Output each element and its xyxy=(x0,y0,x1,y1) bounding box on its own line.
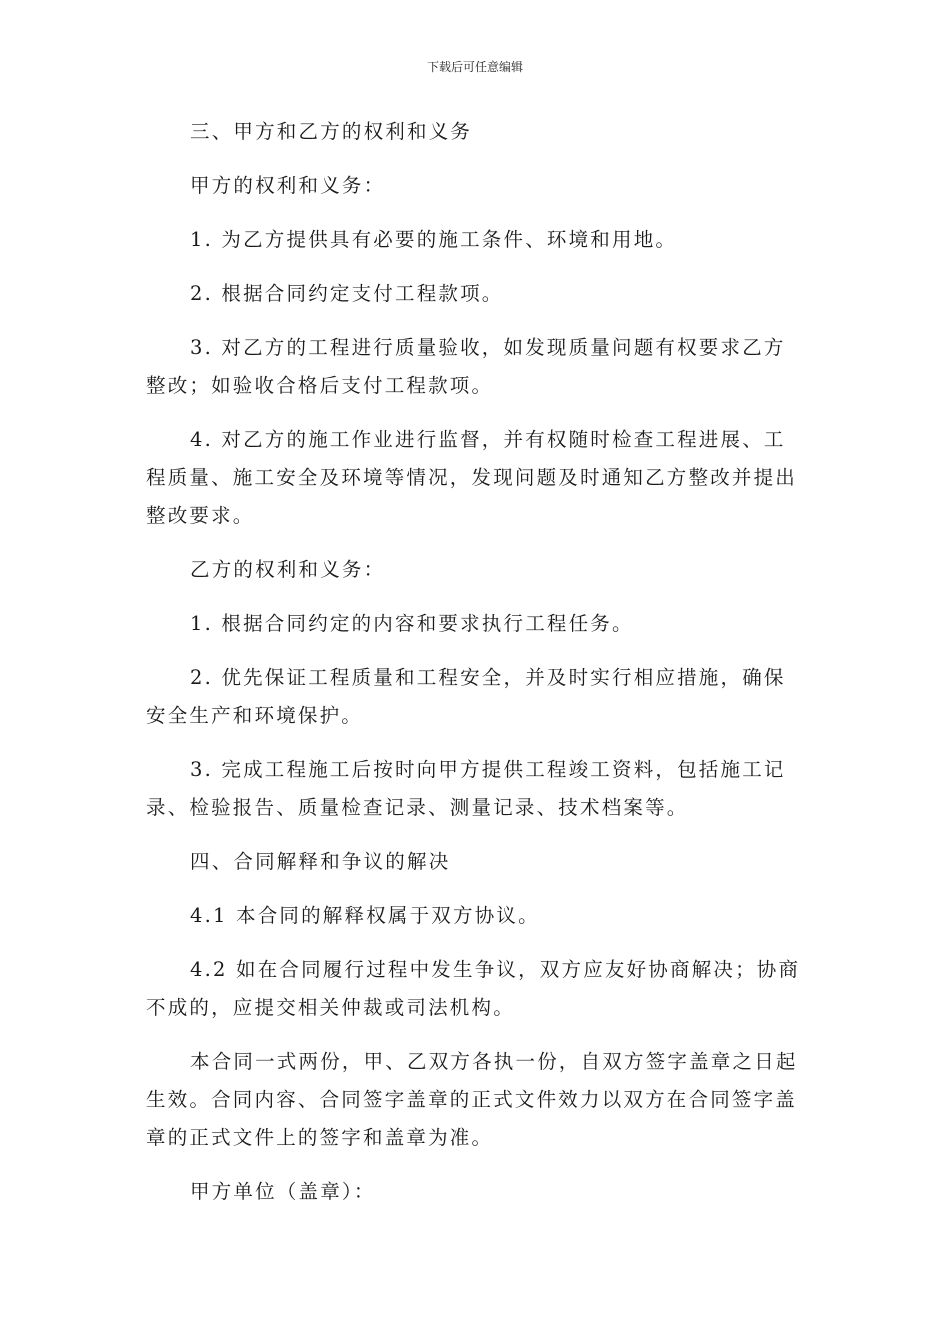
subsection-heading: 乙方的权利和义务： xyxy=(190,558,386,581)
list-item: 2. 根据合同约定支付工程款项。 xyxy=(190,282,504,305)
subsection-heading: 甲方的权利和义务： xyxy=(190,174,386,197)
list-item: 1. 为乙方提供具有必要的施工条件、环境和用地。 xyxy=(190,228,678,251)
list-item: 3. 对乙方的工程进行质量验收，如发现质量问题有权要求乙方整改；如验收合格后支付工程款项。 xyxy=(146,336,786,397)
clause: 4.1 本合同的解释权属于双方协议。 xyxy=(190,904,540,927)
page-header: 下载后可任意编辑 xyxy=(426,60,523,74)
clause: 4.2 如在合同履行过程中发生争议，双方应友好协商解决；协商不成的，应提交相关仲裁或司法机构。 xyxy=(146,958,801,1019)
document-body xyxy=(146,113,806,1227)
closing-paragraph: 本合同一式两份，甲、乙双方各执一份，自双方签字盖章之日起生效。合同内容、合同签字盖章的正式文件效力以双方在合同签字盖章的正式文件上的签字和盖章为准。 xyxy=(146,1050,798,1149)
section-heading: 三、甲方和乙方的权利和义务 xyxy=(190,120,473,143)
list-item: 2. 优先保证工程质量和工程安全，并及时实行相应措施，确保安全生产和环境保护。 xyxy=(146,666,786,727)
list-item: 4. 对乙方的施工作业进行监督，并有权随时检查工程进展、工程质量、施工安全及环境等情况，发现问题及时通知乙方整改并提出整改要求。 xyxy=(146,428,798,527)
list-item: 3. 完成工程施工后按时向甲方提供工程竣工资料，包括施工记录、检验报告、质量检查记录、测量记录、技术档案等。 xyxy=(146,758,786,819)
section-heading: 四、合同解释和争议的解决 xyxy=(190,850,451,873)
list-item: 1. 根据合同约定的内容和要求执行工程任务。 xyxy=(190,612,634,635)
signature-line-party-a: 甲方单位（盖章）： xyxy=(190,1180,376,1203)
